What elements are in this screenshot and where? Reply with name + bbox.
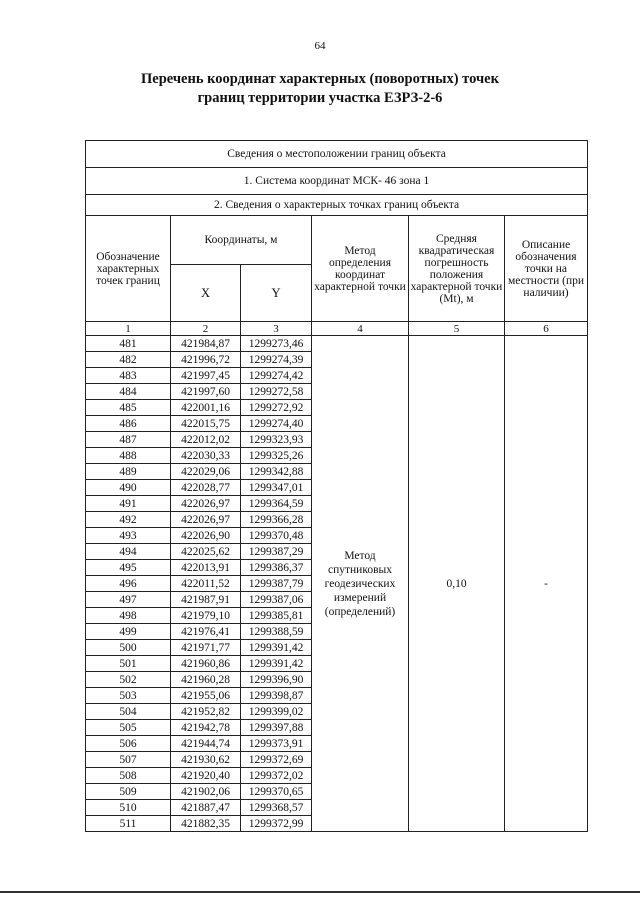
point-number: 495 [86,560,171,576]
y-coordinate: 1299325,26 [241,448,312,464]
point-number: 498 [86,608,171,624]
x-coordinate: 421902,06 [171,784,241,800]
y-coordinate: 1299387,29 [241,544,312,560]
x-coordinate: 422026,97 [171,496,241,512]
coordinates-table [85,140,588,832]
header-point: Обозначение характерных точек границ [86,216,171,322]
x-coordinate: 421976,41 [171,624,241,640]
description-cell: - [505,336,588,832]
coordinate-system: 1. Система координат МСК- 46 зона 1 [86,168,588,195]
x-coordinate: 421971,77 [171,640,241,656]
x-coordinate: 422026,97 [171,512,241,528]
point-number: 481 [86,336,171,352]
y-coordinate: 1299368,57 [241,800,312,816]
y-coordinate: 1299274,39 [241,352,312,368]
x-coordinate: 422015,75 [171,416,241,432]
header-y: Y [241,265,312,322]
x-coordinate: 422013,91 [171,560,241,576]
point-number: 489 [86,464,171,480]
point-number: 491 [86,496,171,512]
header-row-1 [86,216,588,265]
title-line-1: Перечень координат характерных (поворотных) точек [141,71,499,87]
point-number: 501 [86,656,171,672]
y-coordinate: 1299391,42 [241,656,312,672]
section-title: Сведения о местоположении границ объекта [86,141,588,168]
column-number: 1 [86,322,171,336]
x-coordinate: 421942,78 [171,720,241,736]
x-coordinate: 421930,62 [171,752,241,768]
header-description: Описание обозначения точки на местности (при наличии) [505,216,588,322]
x-coordinate: 421996,72 [171,352,241,368]
y-coordinate: 1299388,59 [241,624,312,640]
x-coordinate: 422030,33 [171,448,241,464]
x-coordinate: 422026,90 [171,528,241,544]
column-number: 4 [312,322,409,336]
point-number: 484 [86,384,171,400]
table-row [86,336,588,352]
header-error: Средняя квадратическая погрешность положения характерной точки (Mt), м [409,216,505,322]
x-coordinate: 421960,28 [171,672,241,688]
y-coordinate: 1299342,88 [241,464,312,480]
point-number: 506 [86,736,171,752]
points-info-row [86,195,588,216]
point-number: 493 [86,528,171,544]
x-coordinate: 421984,87 [171,336,241,352]
header-coordinates: Координаты, м [171,216,312,265]
y-coordinate: 1299272,58 [241,384,312,400]
y-coordinate: 1299372,69 [241,752,312,768]
method-cell: Метод спутниковых геодезических измерений (определений) [312,336,409,832]
y-coordinate: 1299366,28 [241,512,312,528]
x-coordinate: 422012,02 [171,432,241,448]
point-number: 496 [86,576,171,592]
point-number: 510 [86,800,171,816]
x-coordinate: 421955,06 [171,688,241,704]
point-number: 487 [86,432,171,448]
y-coordinate: 1299347,01 [241,480,312,496]
y-coordinate: 1299370,65 [241,784,312,800]
column-number: 2 [171,322,241,336]
point-number: 504 [86,704,171,720]
y-coordinate: 1299372,99 [241,816,312,832]
point-number: 482 [86,352,171,368]
y-coordinate: 1299323,93 [241,432,312,448]
point-number: 488 [86,448,171,464]
title-line-2: границ территории участка ЕЗРЗ-2-6 [197,90,443,106]
y-coordinate: 1299387,79 [241,576,312,592]
y-coordinate: 1299396,90 [241,672,312,688]
point-number: 507 [86,752,171,768]
x-coordinate: 421920,40 [171,768,241,784]
y-coordinate: 1299387,06 [241,592,312,608]
y-coordinate: 1299274,42 [241,368,312,384]
point-number: 494 [86,544,171,560]
y-coordinate: 1299272,92 [241,400,312,416]
point-number: 499 [86,624,171,640]
point-number: 483 [86,368,171,384]
x-coordinate: 422001,16 [171,400,241,416]
x-coordinate: 421882,35 [171,816,241,832]
y-coordinate: 1299274,40 [241,416,312,432]
y-coordinate: 1299391,42 [241,640,312,656]
point-number: 490 [86,480,171,496]
x-coordinate: 422011,52 [171,576,241,592]
point-number: 497 [86,592,171,608]
header-method: Метод определения координат характерной точки [312,216,409,322]
y-coordinate: 1299397,88 [241,720,312,736]
point-number: 503 [86,688,171,704]
coordinate-system-row [86,168,588,195]
y-coordinate: 1299273,46 [241,336,312,352]
y-coordinate: 1299370,48 [241,528,312,544]
point-number: 492 [86,512,171,528]
x-coordinate: 422029,06 [171,464,241,480]
points-info: 2. Сведения о характерных точках границ объекта [86,195,588,216]
document-title [0,70,640,108]
y-coordinate: 1299364,59 [241,496,312,512]
page-number: 64 [314,40,326,52]
y-coordinate: 1299398,87 [241,688,312,704]
x-coordinate: 421997,60 [171,384,241,400]
x-coordinate: 421952,82 [171,704,241,720]
section-title-row [86,141,588,168]
column-numbers-row [86,322,588,336]
x-coordinate: 421944,74 [171,736,241,752]
point-number: 502 [86,672,171,688]
error-cell: 0,10 [409,336,505,832]
y-coordinate: 1299399,02 [241,704,312,720]
column-number: 5 [409,322,505,336]
column-number: 3 [241,322,312,336]
x-coordinate: 422025,62 [171,544,241,560]
x-coordinate: 421997,45 [171,368,241,384]
x-coordinate: 421887,47 [171,800,241,816]
x-coordinate: 421979,10 [171,608,241,624]
point-number: 508 [86,768,171,784]
y-coordinate: 1299385,81 [241,608,312,624]
bottom-edge-line [0,891,640,893]
point-number: 511 [86,816,171,832]
point-number: 505 [86,720,171,736]
x-coordinate: 421960,86 [171,656,241,672]
y-coordinate: 1299373,91 [241,736,312,752]
point-number: 509 [86,784,171,800]
y-coordinate: 1299386,37 [241,560,312,576]
point-number: 500 [86,640,171,656]
point-number: 485 [86,400,171,416]
y-coordinate: 1299372,02 [241,768,312,784]
header-x: X [171,265,241,322]
point-number: 486 [86,416,171,432]
x-coordinate: 421987,91 [171,592,241,608]
x-coordinate: 422028,77 [171,480,241,496]
column-number: 6 [505,322,588,336]
